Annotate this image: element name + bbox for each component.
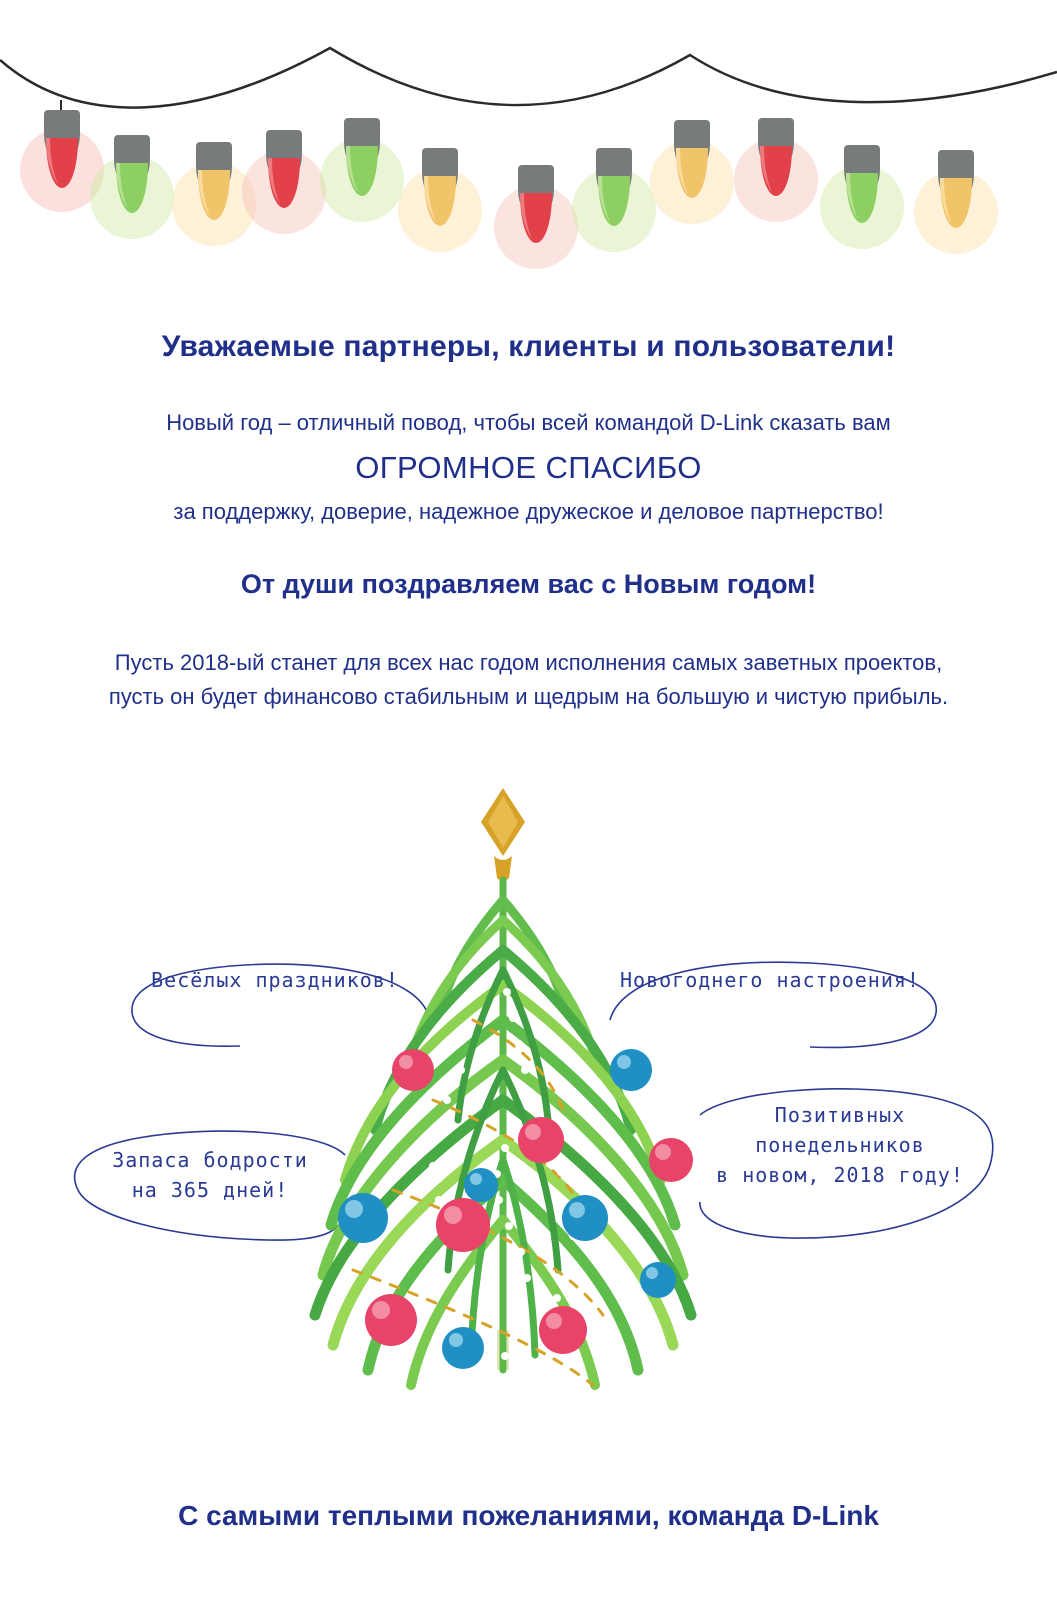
page-title: Уважаемые партнеры, клиенты и пользователи! (161, 330, 896, 363)
footer-signature: С самыми теплыми пожеланиями, команда D-Link (178, 1500, 879, 1531)
thanks-reason-line: за поддержку, доверие, надежное дружеское и деловое партнерство! (173, 499, 884, 524)
wish-bottom-left-line-1: Запаса бодрости (112, 1148, 308, 1172)
wish-bottom-right-line-1: Позитивных (774, 1103, 906, 1127)
wish-bottom-right-line-3: в новом, 2018 году! (716, 1163, 964, 1187)
wish-paragraph-line-1: Пусть 2018-ый станет для всех нас годом исполнения самых заветных проектов, (114, 650, 943, 675)
intro-line: Новый год – отличный повод, чтобы всей командой D-Link сказать вам (166, 410, 891, 435)
thanks-line: ОГРОМНОЕ СПАСИБО (355, 450, 702, 485)
greeting-text-block (0, 330, 1057, 714)
garland-decoration (0, 0, 1057, 280)
star-topper-icon (481, 788, 525, 881)
wish-paragraph-line-2: пусть он будет финансово стабильным и щедрым на большую и чистую прибыль. (108, 684, 949, 709)
string-lights-icon (0, 0, 1057, 280)
wish-bottom-right-line-2: понедельников (755, 1133, 925, 1157)
wish-bottom-left-line-2: на 365 дней! (131, 1178, 289, 1202)
tree-illustration-area (0, 770, 1057, 1460)
wish-bottom-right (690, 1100, 990, 1190)
wish-bottom-left (85, 1145, 335, 1205)
congratulation-line: От души поздравляем вас с Новым годом! (240, 569, 817, 599)
wish-top-left: Весёлых праздников! (151, 968, 399, 992)
wish-top-right: Новогоднего настроения! (620, 968, 920, 992)
